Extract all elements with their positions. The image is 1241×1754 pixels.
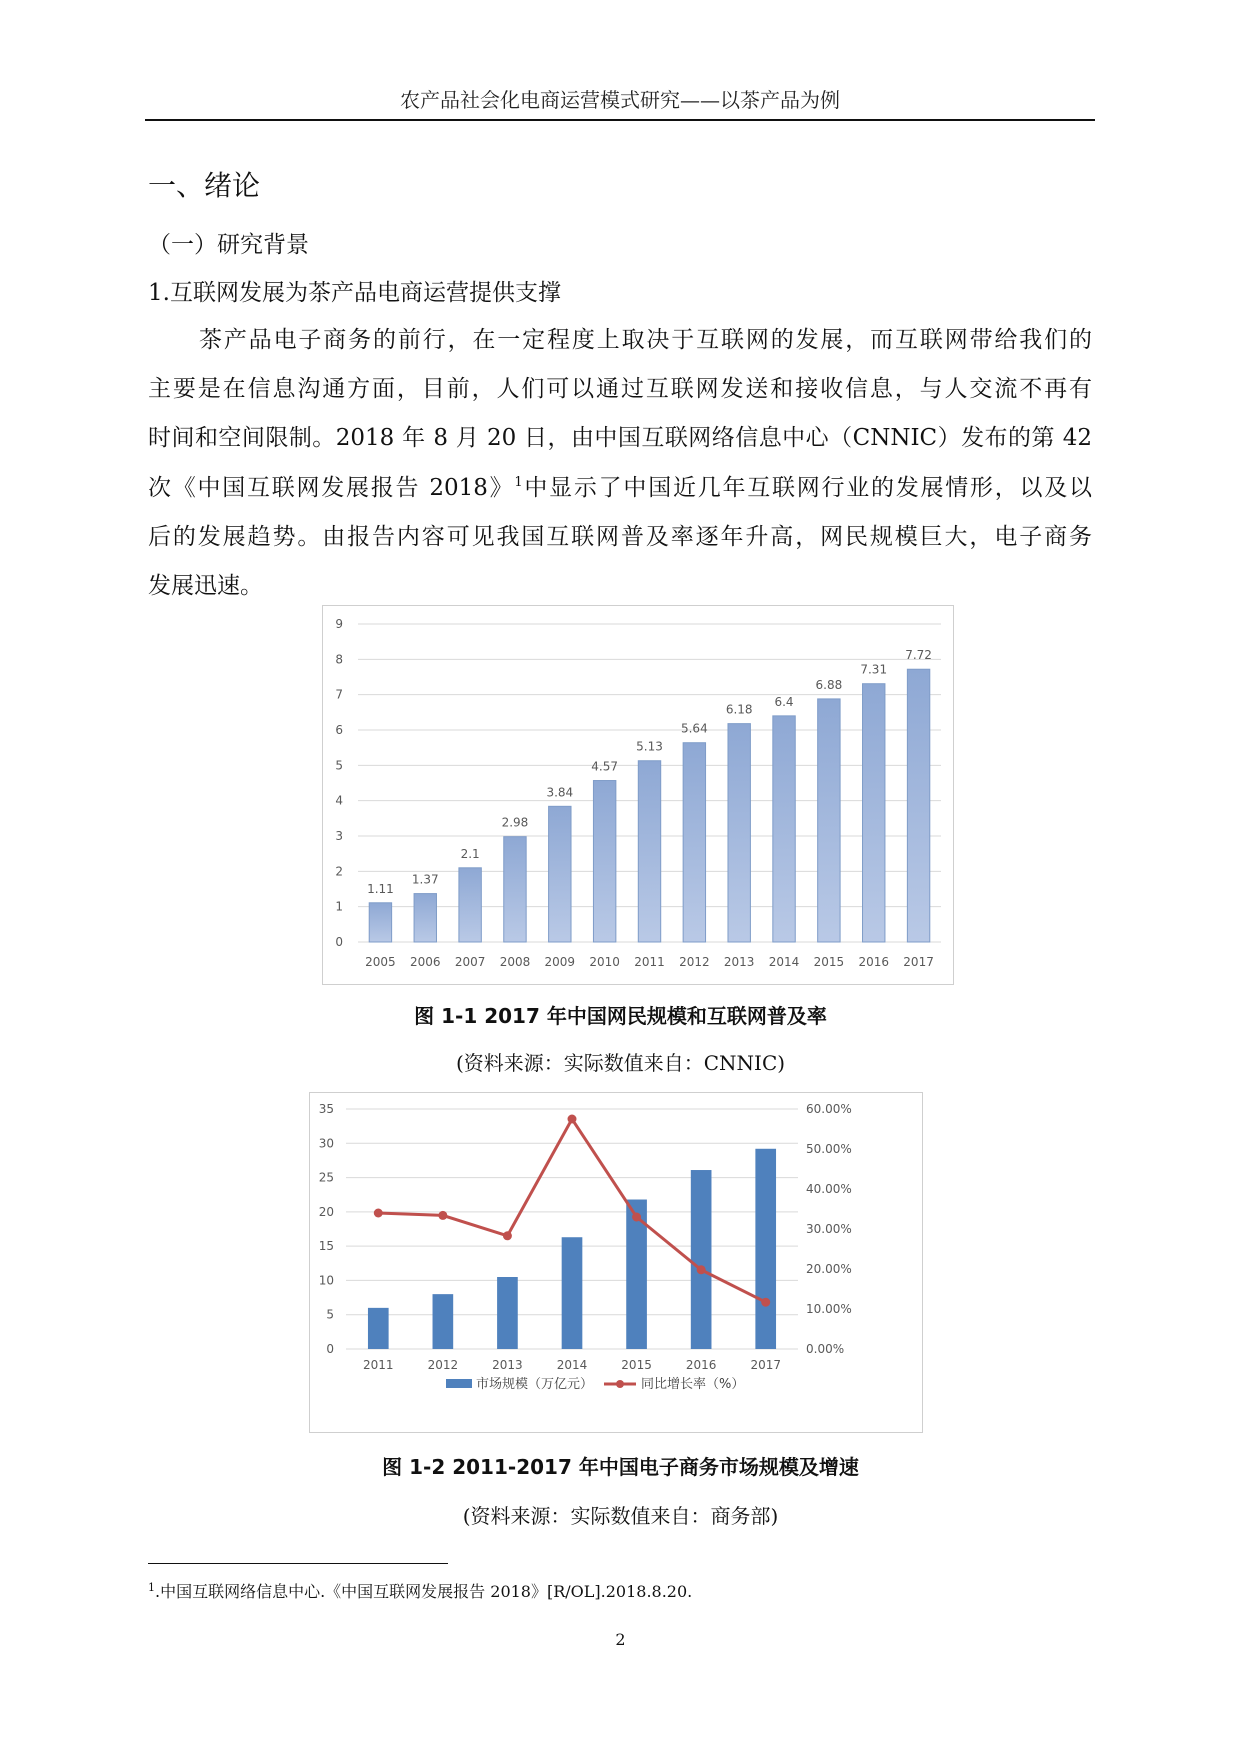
footnote-text: .中国互联网络信息中心.《中国互联网发展报告 2018》[R/OL].2018.8.20. xyxy=(155,1582,693,1601)
legend-label: 同比增长率（%） xyxy=(641,1377,745,1392)
y-left-tick-label: 10 xyxy=(318,1273,334,1288)
y-right-tick-label: 40.00% xyxy=(806,1182,852,1196)
y-right-tick-label: 60.00% xyxy=(806,1102,852,1116)
y-left-tick-label: 30 xyxy=(318,1136,334,1151)
x-tick-label: 2013 xyxy=(492,1358,523,1372)
x-tick-label: 2006 xyxy=(409,955,441,969)
y-tick-label: 0 xyxy=(335,935,343,949)
bar xyxy=(369,903,391,942)
y-left-tick-label: 20 xyxy=(318,1204,334,1219)
x-tick-label: 2008 xyxy=(499,955,531,969)
data-label: 1.11 xyxy=(367,881,394,896)
bar xyxy=(755,1149,776,1349)
x-tick-label: 2017 xyxy=(903,955,934,969)
data-label: 6.4 xyxy=(774,694,794,709)
bar xyxy=(368,1308,389,1349)
growth-point xyxy=(503,1231,512,1240)
legend-label: 市场规模（万亿元） xyxy=(476,1377,594,1392)
y-tick-label: 7 xyxy=(335,687,343,702)
footnote-rule xyxy=(148,1563,448,1564)
y-tick-label: 3 xyxy=(335,829,343,843)
x-tick-label: 2011 xyxy=(634,955,665,969)
x-tick-label: 2016 xyxy=(858,955,890,969)
data-label: 4.57 xyxy=(591,759,619,774)
y-right-tick-label: 0.00% xyxy=(806,1342,845,1356)
bar xyxy=(549,806,571,942)
x-tick-label: 2015 xyxy=(813,955,845,969)
x-tick-label: 2013 xyxy=(723,955,755,969)
data-label: 6.88 xyxy=(815,677,843,692)
section-heading: （一）研究背景 xyxy=(148,232,309,258)
chart-1-frame xyxy=(322,605,954,985)
chapter-heading: 一、绪论 xyxy=(148,169,261,202)
data-label: 7.72 xyxy=(905,648,932,663)
y-tick-label: 8 xyxy=(335,652,343,667)
x-tick-label: 2009 xyxy=(544,955,576,969)
bar xyxy=(504,837,526,942)
body-paragraph xyxy=(148,316,1092,611)
figure-2-caption: 图 1-2 2011-2017 年中国电子商务市场规模及增速 xyxy=(382,1455,859,1479)
bar xyxy=(818,699,840,942)
data-label: 6.18 xyxy=(725,702,753,717)
x-tick-label: 2015 xyxy=(621,1358,652,1372)
bar xyxy=(593,781,615,942)
bar xyxy=(728,724,750,942)
paragraph-line: 后的发展趋势。由报告内容可见我国互联网普及率逐年升高，网民规模巨大，电子商务 xyxy=(148,523,1092,550)
paragraph-line: 主要是在信息沟通方面，目前，人们可以通过互联网发送和接收信息，与人交流不再有 xyxy=(148,376,1092,403)
footnote-marker: 1 xyxy=(148,1581,155,1594)
bar xyxy=(459,868,481,942)
paragraph-line xyxy=(148,464,1092,513)
x-tick-label: 2014 xyxy=(768,955,800,969)
growth-point xyxy=(761,1298,770,1307)
data-label: 7.31 xyxy=(860,662,888,677)
paragraph-line: 时间和空间限制。2018 年 8 月 20 日，由中国互联网络信息中心（CNNIC）发布的第 42 xyxy=(148,425,1092,452)
bar xyxy=(907,669,929,942)
growth-point xyxy=(374,1209,383,1218)
data-label: 3.84 xyxy=(546,785,574,800)
y-left-tick-label: 35 xyxy=(318,1102,334,1116)
x-tick-label: 2012 xyxy=(679,955,710,969)
data-label: 2.1 xyxy=(460,846,480,861)
bar xyxy=(497,1277,518,1349)
paragraph-line: 发展迅速。 xyxy=(148,572,263,599)
x-tick-label: 2012 xyxy=(427,1358,459,1372)
x-tick-label: 2016 xyxy=(685,1358,717,1372)
y-right-tick-label: 10.00% xyxy=(806,1302,852,1316)
x-tick-label: 2010 xyxy=(589,955,620,969)
data-label: 5.13 xyxy=(636,739,663,754)
x-tick-label: 2011 xyxy=(363,1358,394,1372)
data-label: 2.98 xyxy=(501,815,529,830)
y-tick-label: 2 xyxy=(335,864,343,879)
y-left-tick-label: 5 xyxy=(326,1307,334,1322)
running-header: 农产品社会化电商运营模式研究——以茶产品为例 xyxy=(400,88,840,112)
x-tick-label: 2007 xyxy=(454,955,486,969)
x-tick-label: 2014 xyxy=(556,1358,588,1372)
growth-point xyxy=(568,1115,577,1124)
data-label: 1.37 xyxy=(411,872,439,887)
x-tick-label: 2017 xyxy=(750,1358,781,1372)
footnote-ref: 1 xyxy=(514,474,523,490)
growth-point xyxy=(632,1213,641,1222)
footnote xyxy=(148,1579,692,1602)
figure-1-source: (资料来源：实际数值来自：CNNIC) xyxy=(455,1051,786,1075)
bar xyxy=(773,716,795,942)
chart-2-frame xyxy=(309,1092,923,1433)
bar xyxy=(638,761,660,942)
bar xyxy=(683,743,705,942)
header-rule xyxy=(145,119,1095,121)
y-tick-label: 6 xyxy=(335,723,343,737)
legend-swatch-point xyxy=(616,1380,624,1388)
bar xyxy=(863,684,885,942)
y-right-tick-label: 30.00% xyxy=(806,1222,852,1236)
y-right-tick-label: 20.00% xyxy=(806,1262,852,1276)
legend-swatch-bar xyxy=(446,1379,472,1388)
y-left-tick-label: 25 xyxy=(318,1170,334,1185)
figure-2-source: (资料来源：实际数值来自：商务部) xyxy=(462,1504,779,1528)
page-number: 2 xyxy=(615,1630,626,1649)
figure-1-caption: 图 1-1 2017 年中国网民规模和互联网普及率 xyxy=(414,1004,827,1028)
paragraph-line-part: 中显示了中国近几年互联网行业的发展情形，以及以 xyxy=(522,474,1092,501)
paragraph-line: 茶产品电子商务的前行，在一定程度上取决于互联网的发展，而互联网带给我们的 xyxy=(199,327,1092,353)
chart-2 xyxy=(310,1093,922,1432)
y-tick-label: 9 xyxy=(335,617,343,631)
data-label: 5.64 xyxy=(680,721,708,736)
y-tick-label: 1 xyxy=(335,899,343,914)
bar xyxy=(414,894,436,942)
bar xyxy=(691,1170,712,1349)
bar xyxy=(433,1294,454,1349)
subsection-heading: 1.互联网发展为茶产品电商运营提供支撑 xyxy=(148,280,561,306)
growth-point xyxy=(438,1211,447,1220)
growth-point xyxy=(697,1265,706,1274)
x-tick-label: 2005 xyxy=(365,955,396,969)
chart-1 xyxy=(323,606,953,984)
bar xyxy=(562,1237,583,1349)
y-tick-label: 5 xyxy=(335,758,343,773)
paragraph-line-part: 次《中国互联网发展报告 2018》 xyxy=(148,474,515,501)
y-tick-label: 4 xyxy=(335,793,343,808)
y-right-tick-label: 50.00% xyxy=(806,1142,852,1156)
y-left-tick-label: 0 xyxy=(326,1342,334,1356)
y-left-tick-label: 15 xyxy=(318,1239,334,1254)
